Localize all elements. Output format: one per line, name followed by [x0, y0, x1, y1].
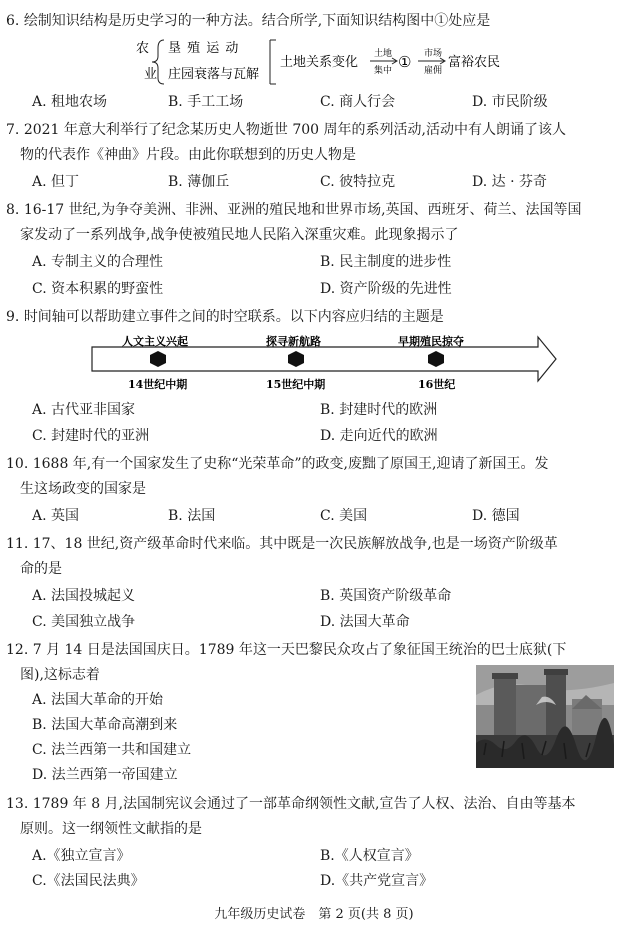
q9-line-1: 9. 时间轴可以帮助建立事件之间的时空联系。以下内容应归结的主题是 — [6, 309, 444, 325]
diagram-left-bottom: 业 — [144, 67, 158, 82]
q13-option-d[interactable]: D.《共产党宣言》 — [320, 873, 434, 889]
q6-line-1: 6. 绘制知识结构是历史学习的一种方法。结合所学,下面知识结构图中①处应是 — [6, 13, 491, 29]
q10-option-d[interactable]: D. 德国 — [472, 508, 520, 524]
q11-option-b[interactable]: B. 英国资产阶级革命 — [320, 588, 452, 604]
q12-line-1: 12. 7 月 14 日是法国国庆日。1789 年这一天巴黎民众攻占了象征国王统治的巴士底狱(下 — [6, 642, 567, 658]
knowledge-structure-diagram — [130, 36, 530, 88]
timeline-event-2: 探寻新航路 — [266, 335, 321, 348]
timeline-diagram — [90, 333, 560, 395]
q13-option-c[interactable]: C.《法国民法典》 — [32, 873, 145, 889]
diagram-item-1: 垦 殖 运 动 — [168, 41, 240, 56]
q12-option-a[interactable]: A. 法国大革命的开始 — [32, 692, 164, 708]
q10-option-a[interactable]: A. 英国 — [32, 508, 80, 524]
q13-option-b[interactable]: B.《人权宣言》 — [320, 848, 419, 864]
q11-option-c[interactable]: C. 美国独立战争 — [32, 614, 136, 630]
diagram-circle: ① — [398, 53, 412, 71]
q7-option-c[interactable]: C. 彼特拉克 — [320, 174, 396, 190]
timeline-date-2: 15世纪中期 — [266, 378, 326, 391]
q8-option-c[interactable]: C. 资本积累的野蛮性 — [32, 281, 164, 297]
timeline-date-1: 14世纪中期 — [128, 378, 188, 391]
q11-option-d[interactable]: D. 法国大革命 — [320, 614, 410, 630]
q7-line-1: 7. 2021 年意大利举行了纪念某历史人物逝世 700 周年的系列活动,活动中有人朗诵了该人 — [6, 122, 566, 138]
timeline-event-1: 人文主义兴起 — [122, 335, 188, 348]
q9-option-c[interactable]: C. 封建时代的亚洲 — [32, 428, 150, 444]
q8-option-a[interactable]: A. 专制主义的合理性 — [32, 254, 164, 270]
q6-option-c[interactable]: C. 商人行会 — [320, 94, 396, 110]
q9-option-b[interactable]: B. 封建时代的欧洲 — [320, 402, 438, 418]
q12-option-c[interactable]: C. 法兰西第一共和国建立 — [32, 742, 192, 758]
q7-option-d[interactable]: D. 达 · 芬奇 — [472, 174, 547, 190]
arrow1-top: 土地 — [374, 49, 393, 59]
q8-line-1: 8. 16-17 世纪,为争夺美洲、非洲、亚洲的殖民地和世界市场,英国、西班牙、荷兰、法国等国 — [6, 202, 582, 218]
timeline-date-3: 16世纪 — [418, 378, 456, 391]
bastille-storming-picture — [476, 665, 614, 768]
q13-line-2: 原则。这一纲领性文献指的是 — [20, 821, 202, 837]
q12-option-d[interactable]: D. 法兰西第一帝国建立 — [32, 767, 178, 783]
timeline-event-3: 早期殖民掠夺 — [398, 335, 464, 348]
arrow1-bottom: 集中 — [374, 66, 393, 76]
q8-option-b[interactable]: B. 民主制度的进步性 — [320, 254, 452, 270]
q7-line-2: 物的代表作《神曲》片段。由此你联想到的历史人物是 — [20, 147, 356, 163]
q10-line-1: 10. 1688 年,有一个国家发生了史称“光荣革命”的政变,废黜了原国王,迎请了新国王。发 — [6, 456, 549, 472]
page-footer: 九年级历史试卷 第 2 页(共 8 页) — [214, 907, 414, 922]
diagram-middle: 土地关系变化 — [280, 55, 359, 70]
diagram-item-2: 庄园衰落与瓦解 — [168, 67, 260, 82]
q6-option-a[interactable]: A. 租地农场 — [32, 94, 108, 110]
arrow2-top: 市场 — [424, 49, 443, 59]
q13-option-a[interactable]: A.《独立宣言》 — [32, 848, 131, 864]
q6-option-b[interactable]: B. 手工工场 — [168, 94, 244, 110]
q11-line-2: 命的是 — [20, 561, 62, 577]
q10-option-c[interactable]: C. 美国 — [320, 508, 368, 524]
q8-option-d[interactable]: D. 资产阶级的先进性 — [320, 281, 452, 297]
q11-option-a[interactable]: A. 法国投城起义 — [32, 588, 136, 604]
q12-line-2: 图),这标志着 — [20, 667, 100, 683]
q6-option-d[interactable]: D. 市民阶级 — [472, 94, 548, 110]
q7-option-a[interactable]: A. 但丁 — [32, 174, 80, 190]
q12-option-b[interactable]: B. 法国大革命高潮到来 — [32, 717, 178, 733]
q13-line-1: 13. 1789 年 8 月,法国制宪议会通过了一部革命纲领性文献,宣告了人权、法治、自由等基本 — [6, 796, 576, 812]
q7-option-b[interactable]: B. 薄伽丘 — [168, 174, 230, 190]
diagram-left-top: 农 — [136, 41, 150, 56]
arrow2-bottom: 雇佣 — [424, 66, 443, 76]
q9-option-d[interactable]: D. 走向近代的欧洲 — [320, 428, 438, 444]
diagram-result: 富裕农民 — [448, 55, 501, 70]
q9-option-a[interactable]: A. 古代亚非国家 — [32, 402, 136, 418]
q10-option-b[interactable]: B. 法国 — [168, 508, 216, 524]
q11-line-1: 11. 17、18 世纪,资产级革命时代来临。其中既是一次民族解放战争,也是一场资产阶级革 — [6, 536, 558, 552]
q8-line-2: 家发动了一系列战争,战争使被殖民地人民陷入深重灾难。此现象揭示了 — [20, 227, 459, 243]
q10-line-2: 生这场政变的国家是 — [20, 481, 146, 497]
